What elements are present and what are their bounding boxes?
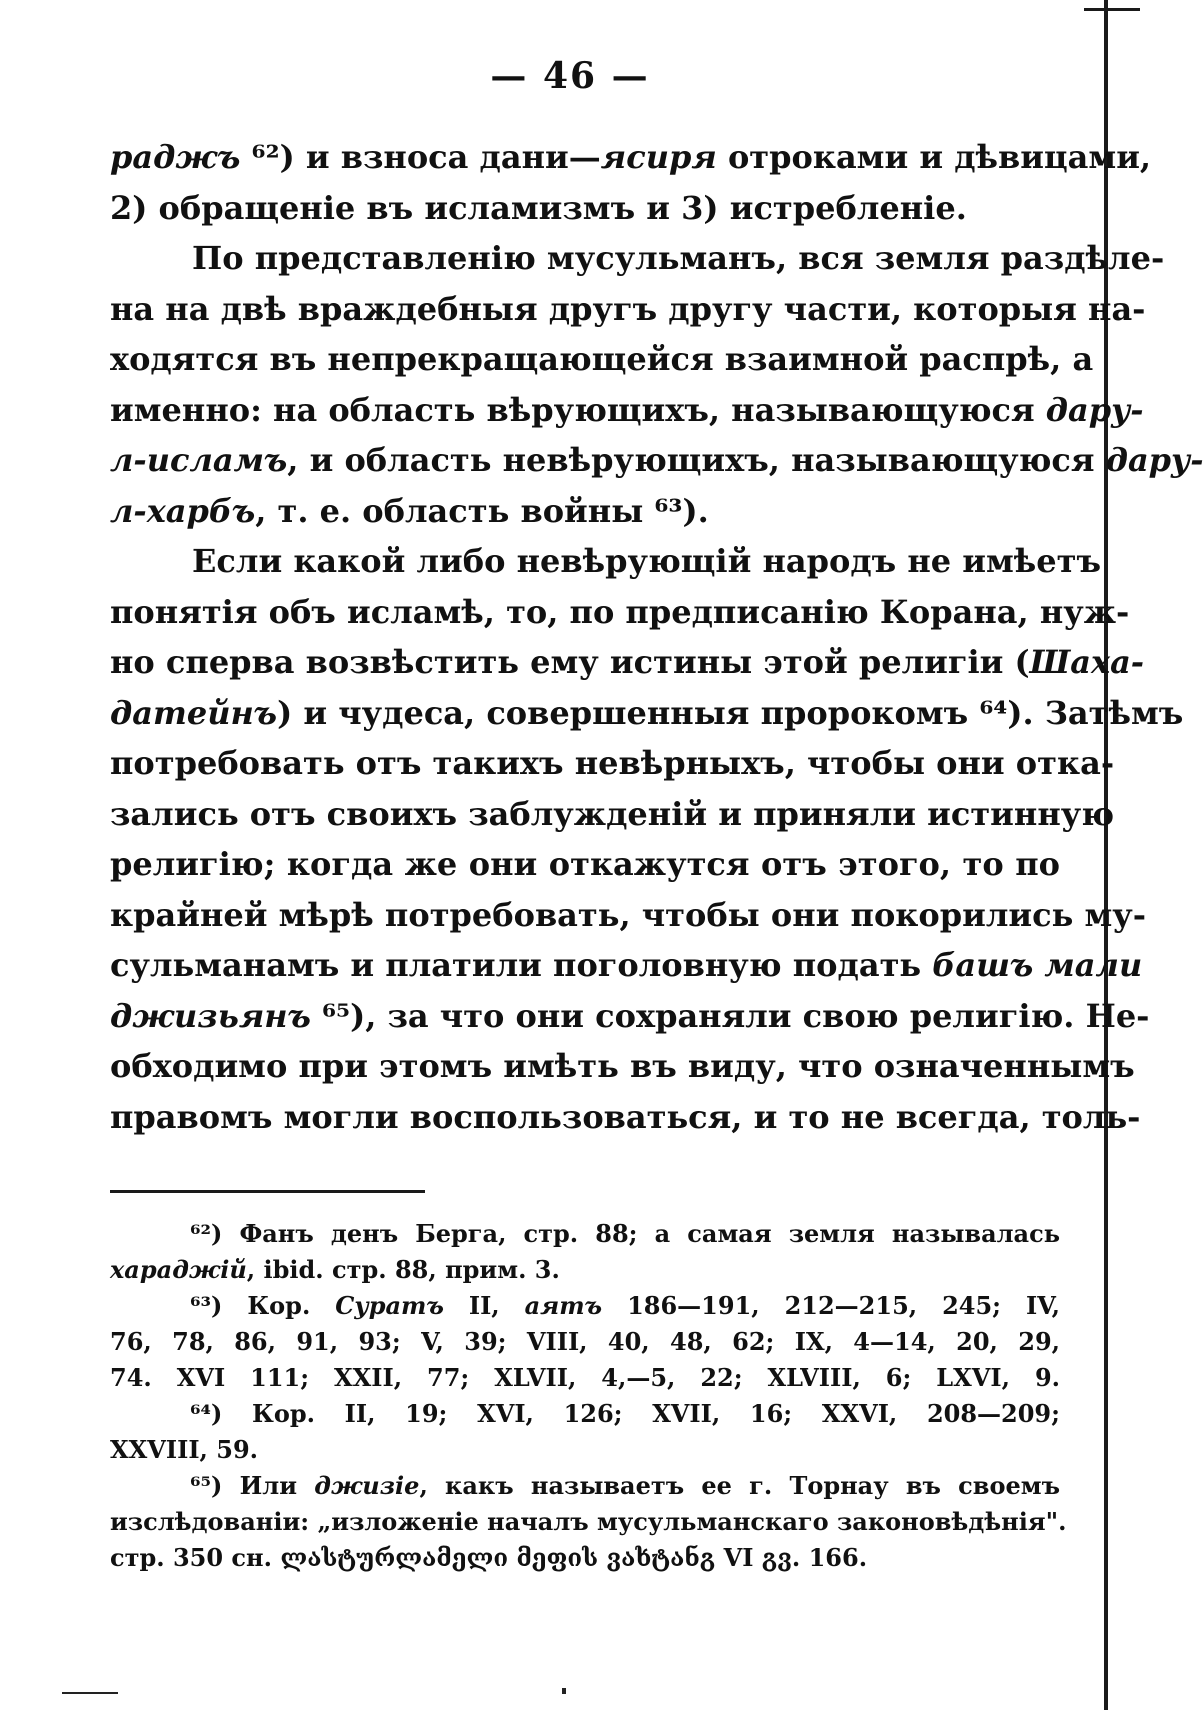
text-line-13 <box>110 738 1115 789</box>
text-span: понятія объ исламѣ, то, по предписанію Корана, нуж- <box>110 592 1130 631</box>
italic-term: раджъ <box>110 138 241 176</box>
text-span: ⁶²) Фанъ денъ Берга, стр. 88; а самая земля называлась <box>190 1219 1060 1248</box>
text-span: зались отъ своихъ заблужденій и приняли истинную <box>110 794 1115 833</box>
text-span: именно: на область вѣрующихъ, называющуюся <box>110 390 1046 429</box>
text-span: религію; когда же они откажутся отъ этого, то по <box>110 845 1060 883</box>
text-span: 2) обращеніе въ исламизмъ и 3) истребленіе. <box>110 188 967 227</box>
bottom-margin-mark <box>62 1692 118 1694</box>
page-number: — 46 — <box>490 55 650 97</box>
text-span: ходятся въ непрекращающейся взаимной распрѣ, а <box>110 340 1094 378</box>
text-span: , какъ называетъ ее г. Торнау въ своемъ <box>419 1471 1060 1500</box>
text-span: ⁶²) и взноса дани— <box>240 138 601 176</box>
text-span: , т. е. область войны ⁶³). <box>255 491 709 530</box>
italic-term: джизьянъ <box>110 996 311 1035</box>
text-line-16 <box>110 890 1147 941</box>
italic-term: ясиря <box>600 138 717 176</box>
text-span: 74. XVI 111; XXII, 77; XLVII, 4,—5, 22; XLVIII, 6; LXVI, 9. <box>110 1363 1060 1392</box>
text-span: , и область невѣрующихъ, называющуюся <box>287 441 1106 479</box>
italic-term: Шаха- <box>1029 643 1145 681</box>
italic-term: л-харбъ <box>110 491 256 530</box>
footnotes <box>110 1216 1067 1576</box>
italic-term: джизіе <box>314 1471 420 1500</box>
text-line-19 <box>110 1041 1135 1092</box>
text-line-18 <box>110 991 1150 1042</box>
italic-term: дару- <box>1045 390 1144 429</box>
italic-term: башъ мали <box>932 946 1143 984</box>
text-span: правомъ могли воспользоваться, и то не всегда, толь- <box>110 1097 1141 1136</box>
text-span: но сперва возвѣстить ему истины этой религіи ( <box>110 643 1030 681</box>
text-span: обходимо при этомъ имѣть въ виду, что означеннымъ <box>110 1047 1135 1085</box>
footnote-65-line-2 <box>110 1504 1067 1540</box>
text-line-5 <box>110 334 1094 385</box>
text-span: Если какой либо невѣрующій народъ не имѣетъ <box>192 542 1102 580</box>
italic-term: хараджій <box>110 1255 247 1284</box>
text-span: II, <box>443 1291 525 1320</box>
text-line-6 <box>110 385 1144 436</box>
text-line-2 <box>110 183 1060 234</box>
main-text <box>110 132 1203 1142</box>
text-line-17 <box>110 940 1143 991</box>
footnote-65-line-1 <box>110 1468 1060 1504</box>
text-line-4 <box>110 284 1146 335</box>
text-span: 76, 78, 86, 91, 93; V, 39; VIII, 40, 48, 62; IX, 4—14, 20, 29, <box>110 1327 1060 1356</box>
footnote-63-line-3 <box>110 1360 1060 1396</box>
footnote-64-line-2 <box>110 1432 1060 1468</box>
text-span: изслѣдованіи: „изложеніе началъ мусульманскаго законовѣдѣнія". <box>110 1507 1067 1536</box>
text-line-15 <box>110 839 1060 890</box>
text-span: отроками и дѣвицами, <box>716 138 1152 176</box>
text-line-14 <box>110 789 1115 840</box>
text-span: ⁶⁵), за что они сохраняли свою религію. Не- <box>310 996 1150 1035</box>
text-span: потребовать отъ такихъ невѣрныхъ, чтобы они отка- <box>110 744 1115 782</box>
text-span: ⁶⁴) Кор. II, 19; XVI, 126; XVII, 16; XXVI, 208—209; <box>190 1399 1060 1428</box>
text-line-7 <box>110 435 1203 486</box>
italic-term: л-исламъ <box>110 441 288 479</box>
text-span: ) и чудеса, совершенныя пророкомъ ⁶⁴). Затѣмъ <box>277 693 1184 732</box>
text-span: ⁶⁵) Или <box>190 1471 315 1500</box>
footnote-63-line-2 <box>110 1324 1060 1360</box>
text-span: XXVIII, 59. <box>110 1435 259 1464</box>
footnote-64-line-1 <box>110 1396 1060 1432</box>
footnote-62-line-2 <box>110 1252 1060 1288</box>
text-line-10 <box>110 587 1130 638</box>
bottom-margin-dot <box>562 1688 566 1694</box>
footnote-63-line-1 <box>110 1288 1060 1324</box>
italic-term: дару- <box>1105 441 1203 479</box>
text-span: крайней мѣрѣ потребовать, чтобы они покорились му- <box>110 895 1147 934</box>
text-line-1 <box>110 132 1152 183</box>
text-line-8 <box>110 486 1060 537</box>
text-span: , ibid. стр. 88, прим. 3. <box>246 1255 560 1284</box>
text-line-12 <box>110 688 1184 739</box>
text-line-3 <box>110 233 1165 284</box>
italic-term: Суратъ <box>335 1291 444 1320</box>
text-span: ⁶³) Кор. <box>190 1291 336 1320</box>
italic-term: датейнъ <box>110 693 278 732</box>
footnote-65-line-3 <box>110 1540 1060 1576</box>
text-span: 186—191, 212—215, 245; IV, <box>602 1291 1060 1320</box>
text-line-9 <box>110 536 1102 587</box>
italic-term: аятъ <box>524 1291 603 1320</box>
text-line-20 <box>110 1092 1141 1143</box>
text-span: сульманамъ и платили поголовную подать <box>110 946 933 984</box>
text-span: на на двѣ враждебныя другъ другу части, которыя на- <box>110 289 1146 328</box>
page-edge-top <box>1084 8 1140 11</box>
text-span: стр. 350 сн. ლასტურლამელი მეფის ვახტანგ VI გვ. 166. <box>110 1543 868 1572</box>
footnote-separator <box>110 1190 425 1193</box>
text-line-11 <box>110 637 1145 688</box>
text-span: По представленію мусульманъ, вся земля раздѣле- <box>192 239 1165 277</box>
footnote-62-line-1 <box>110 1216 1060 1252</box>
